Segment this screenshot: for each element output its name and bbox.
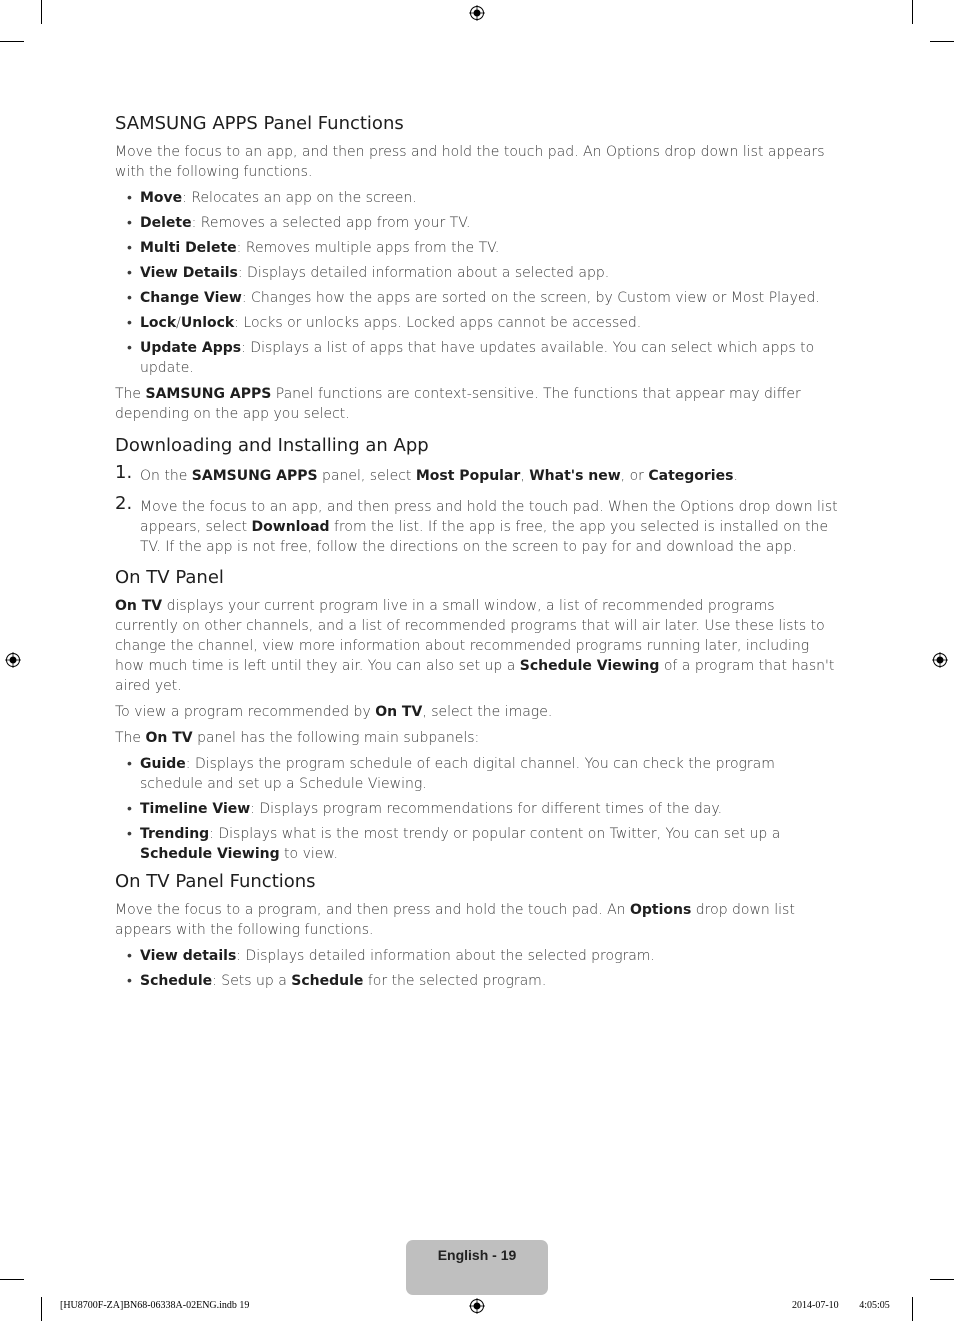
list-item [127,799,840,819]
list-item [127,238,840,258]
section-title: On TV Panel Functions [115,871,316,892]
registration-mark-icon [469,1298,485,1314]
step-item [115,462,840,486]
list-item [127,754,840,794]
function-term: Timeline View [140,801,251,817]
step-text: On the [140,468,192,484]
print-timestamp: 2014-07-10 ￿￿ 4:05:05 [792,1300,890,1311]
term-separator: / [176,315,181,331]
section-on-tv-panel-functions [115,870,840,991]
function-list [115,188,840,378]
step-text: . [733,468,738,484]
function-term: Change View [140,290,242,306]
function-desc: to view. [279,846,338,862]
subpanel-list [115,754,840,864]
crop-mark [41,1297,42,1321]
step-text: Move the focus to an app, and then press and hold the touch pad. When the Options drop down list appears, select [140,499,838,535]
paragraph [115,702,840,722]
paragraph-text: displays your current program live in a small window, a list of recommended programs currently on other channels, and a list of recommended programs that will air later. Use these lists to change the channel, view more information about recommended programs running later, including how much time is left until they air. You can also set up a [115,598,825,674]
registration-mark-icon [5,652,21,668]
step-number: 2. [115,493,133,514]
section-intro [115,900,840,940]
function-desc: for the selected program. [363,973,547,989]
function-term: Update Apps [140,340,242,356]
function-term: Schedule [291,973,364,989]
paragraph-text: drop down list appears with the following functions. [115,902,795,938]
step-term: SAMSUNG APPS [191,468,318,484]
section-apps-panel-functions [115,112,840,424]
step-term: Most Popular [415,468,521,484]
list-item [127,313,840,333]
paragraph [115,728,840,748]
paragraph-text: , select the image. [422,704,553,720]
note-term: SAMSUNG APPS [145,386,272,402]
page-label: English - 19 [437,1247,517,1263]
function-desc: : Removes a selected app from your TV. [191,215,471,231]
section-title: On TV Panel [115,567,224,588]
function-desc: : Displays detailed information about the selected program. [236,948,655,964]
function-term: Move [140,190,183,206]
section-downloading-installing [115,434,840,557]
function-term: View details [140,948,237,964]
step-term: What's new [529,468,621,484]
list-item [127,971,840,991]
list-item [127,213,840,233]
function-term: Guide [140,756,186,772]
crop-mark [912,0,913,24]
function-term: Schedule Viewing [140,846,280,862]
paragraph-text: Move the focus to a program, and then press and hold the touch pad. An [115,902,630,918]
function-desc: : Displays detailed information about a selected app. [237,265,610,281]
function-desc: : Displays program recommendations for different times of the day. [250,801,723,817]
crop-mark [0,41,24,42]
crop-mark [0,1279,24,1280]
paragraph [115,596,840,696]
file-info: [HU8700F-ZA]BN68-06338A-02ENG.indb 19 [60,1300,250,1311]
function-desc: : Locks or unlocks apps. Locked apps cannot be accessed. [234,315,642,331]
function-term: Unlock [180,315,235,331]
inline-term: On TV [145,730,193,746]
note-text: The [115,386,146,402]
section-intro: Move the focus to an app, and then press and hold the touch pad. An Options drop down list appears with the following functions. [115,144,825,180]
registration-mark-icon [469,5,485,21]
step-item [115,493,840,557]
manual-page-content [115,112,840,997]
crop-mark [930,1279,954,1280]
step-term: Download [251,519,330,535]
list-item [127,946,840,966]
function-term: Delete [140,215,192,231]
step-text: , [520,468,530,484]
crop-mark [41,0,42,24]
function-desc: : Relocates an app on the screen. [182,190,417,206]
list-item [127,338,840,378]
function-desc: : Displays the program schedule of each digital channel. You can check the program schedule and set up a Schedule Viewing. [140,756,775,792]
list-item [127,188,840,208]
function-term: Lock [140,315,177,331]
section-title: SAMSUNG APPS Panel Functions [115,113,404,134]
context-note [115,384,840,424]
crop-mark [912,1297,913,1321]
note-text: Panel functions are context-sensitive. The functions that appear may differ depending on the app you select. [115,386,801,422]
step-list [115,462,840,557]
function-term: View Details [140,265,238,281]
function-desc: : Changes how the apps are sorted on the screen, by Custom view or Most Played. [241,290,820,306]
paragraph-text: To view a program recommended by [115,704,376,720]
step-text: panel, select [317,468,416,484]
step-text: from the list. If the app is free, the app you selected is installed on the TV. If the app is not free, follow the directions on the screen to pay for and download the app. [140,519,829,555]
list-item [127,824,840,864]
inline-term: On TV [375,704,423,720]
step-term: Categories [648,468,734,484]
page-number-tab [406,1240,548,1295]
function-term: Trending [140,826,210,842]
inline-term: On TV [115,598,163,614]
paragraph-text: panel has the following main subpanels: [192,730,480,746]
inline-term: Options [630,902,692,918]
function-desc: : Displays a list of apps that have updates available. You can select which apps to update. [140,340,815,376]
section-on-tv-panel [115,566,840,864]
paragraph-text: The [115,730,146,746]
section-title: Downloading and Installing an App [115,435,429,456]
registration-mark-icon [932,652,948,668]
list-item [127,263,840,283]
function-desc: : Displays what is the most trendy or popular content on Twitter, You can set up a [209,826,781,842]
step-number: 1. [115,462,133,483]
list-item [127,288,840,308]
function-term: Schedule [140,973,213,989]
step-text: , or [620,468,649,484]
function-desc: : Sets up a [212,973,292,989]
inline-term: Schedule Viewing [519,658,660,674]
function-term: Multi Delete [140,240,237,256]
function-list [115,946,840,991]
crop-mark [930,41,954,42]
function-desc: : Removes multiple apps from the TV. [236,240,500,256]
paragraph-text: of a program that hasn't aired yet. [115,658,835,694]
